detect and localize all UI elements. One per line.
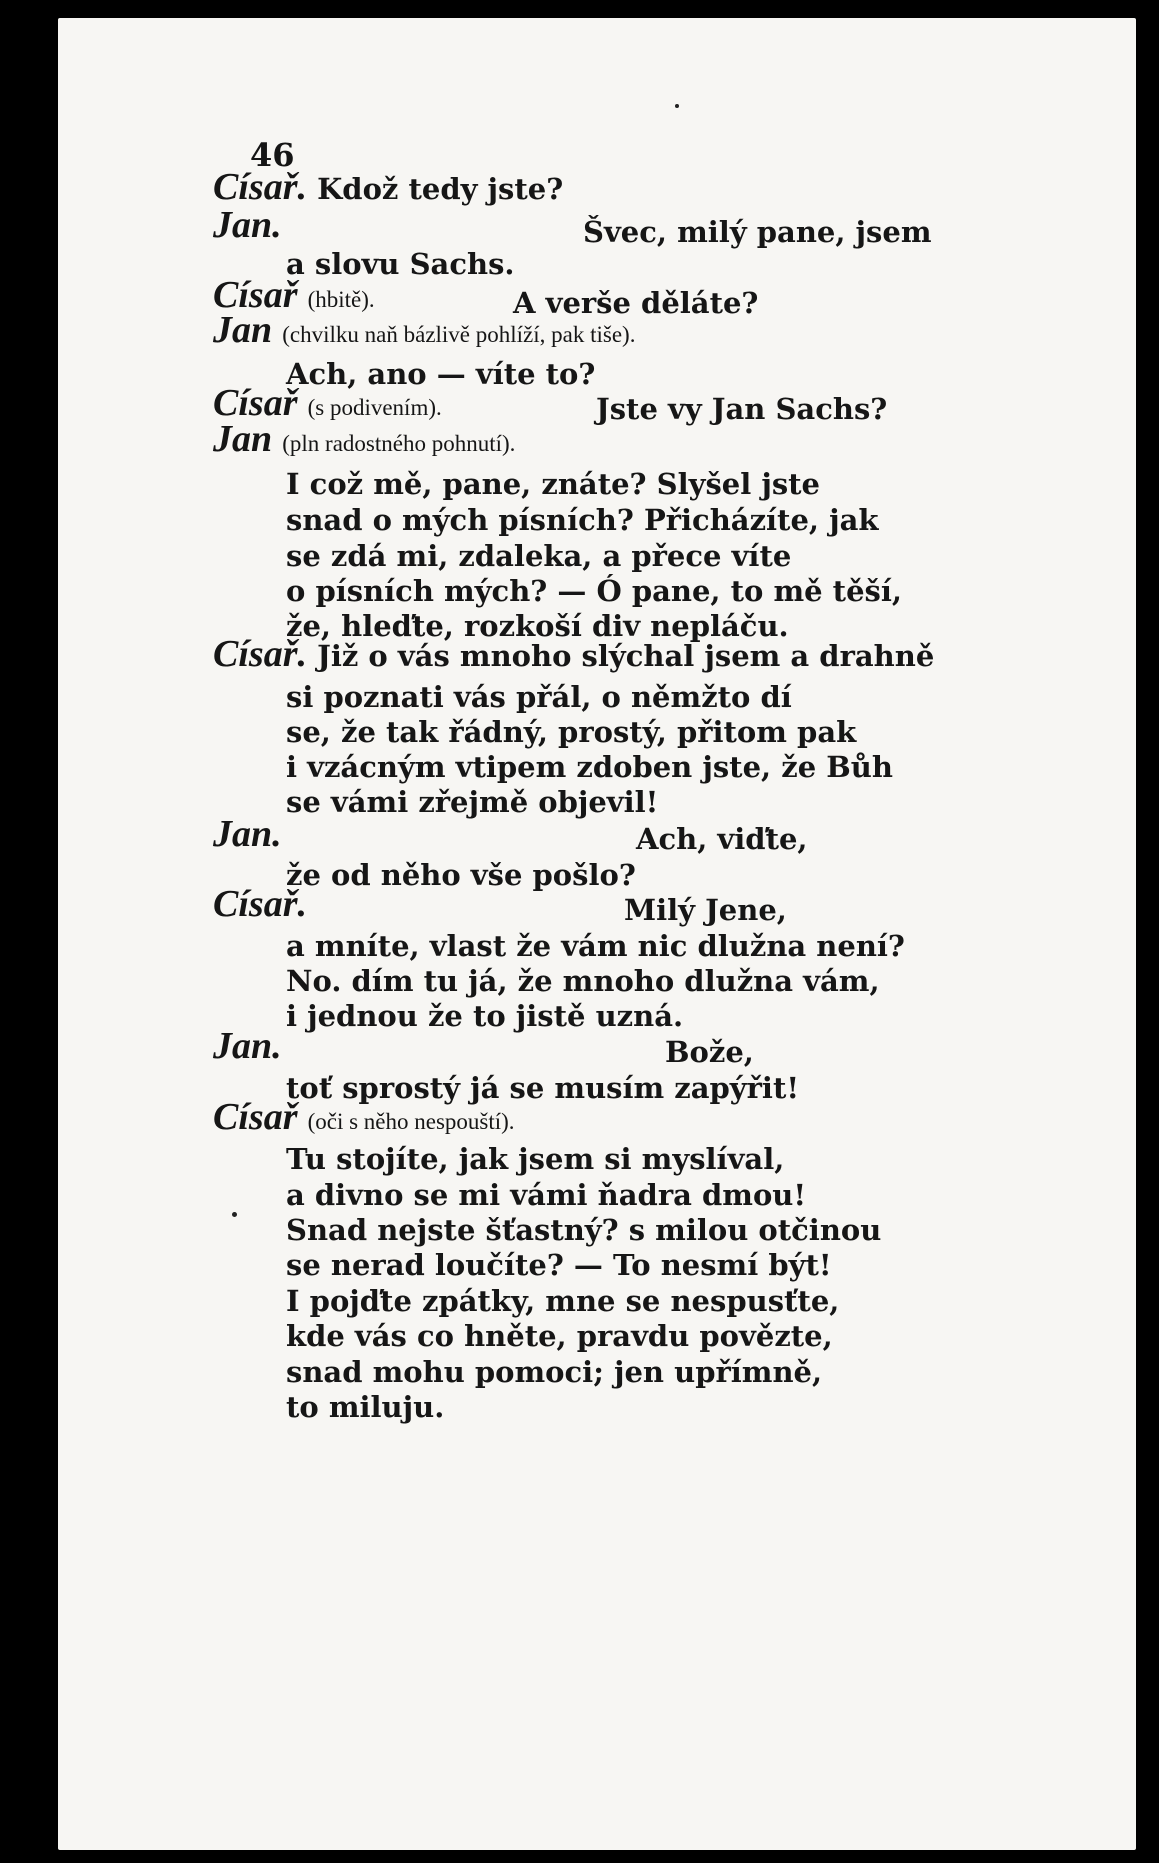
dialogue-line: a divno se mi vámi ňadra dmou!	[286, 1178, 807, 1212]
dialogue-line	[213, 1027, 282, 1065]
dialogue-line: I pojďte zpátky, mne se nespusťte,	[286, 1284, 840, 1318]
dialogue-line: se vámi zřejmě objevil!	[286, 785, 659, 819]
dialogue-line	[213, 885, 307, 923]
dialogue-line: snad mohu pomoci; jen upřímně,	[286, 1355, 823, 1389]
speaker-name: Jan	[213, 309, 273, 351]
stage-direction: (chvilku naň bázlivě pohlíží, pak tiše).	[282, 322, 636, 347]
print-speck	[675, 104, 679, 108]
dialogue-line: to miluju.	[286, 1390, 445, 1424]
dialogue-line	[213, 1098, 515, 1136]
speaker-name: Císař.	[213, 633, 307, 675]
dialogue-line: Snad nejste šťastný? s milou otčinou	[286, 1213, 882, 1247]
dialogue-line	[213, 420, 515, 458]
speaker-name: Císař	[213, 1096, 298, 1138]
speaker-name: Císař.	[213, 166, 307, 208]
dialogue-line: kde vás co hněte, pravdu povězte,	[286, 1319, 833, 1353]
dialogue-line: že od něho vše pošlo?	[286, 858, 636, 892]
dialogue-line: se, že tak řádný, prostý, přitom pak	[286, 715, 857, 749]
line-text-right: Švec, milý pane, jsem	[583, 215, 932, 249]
speaker-name: Císař	[213, 274, 298, 316]
speaker-name: Císař.	[213, 883, 307, 925]
dialogue-line: o písních mých? — Ó pane, to mě těší,	[286, 574, 902, 608]
line-text-right: Ach, viďte,	[636, 822, 808, 856]
dialogue-line: snad o mých písních? Přicházíte, jak	[286, 503, 879, 537]
speaker-name: Jan.	[213, 1025, 282, 1067]
stage-direction: (oči s něho nespouští).	[307, 1109, 515, 1134]
line-text-right: Jste vy Jan Sachs?	[596, 392, 888, 426]
dialogue-line: že, hleďte, rozkoší div nepláču.	[286, 609, 789, 643]
dialogue-line	[213, 311, 635, 349]
stage-direction: (pln radostného pohnutí).	[282, 431, 516, 456]
dialogue-line: se zdá mi, zdaleka, a přece víte	[286, 539, 792, 573]
line-text-right: Milý Jene,	[624, 893, 787, 927]
line-text-right: A verše děláte?	[513, 286, 759, 320]
dialogue-line	[213, 168, 563, 206]
dialogue-line: si poznati vás přál, o němžto dí	[286, 680, 792, 714]
book-page	[58, 18, 1136, 1850]
line-text: Již o vás mnoho slýchal jsem a drahně	[317, 639, 935, 673]
dialogue-line: i vzácným vtipem zdoben jste, že Bůh	[286, 750, 893, 784]
dialogue-line	[213, 815, 282, 853]
speaker-name: Jan.	[213, 204, 282, 246]
page-number: 46	[250, 136, 295, 174]
dialogue-line	[213, 635, 934, 673]
speaker-name: Jan	[213, 418, 273, 460]
print-speck	[232, 1212, 237, 1217]
dialogue-line: I což mě, pane, znáte? Slyšel jste	[286, 467, 820, 501]
dialogue-line: Tu stojíte, jak jsem si myslíval,	[286, 1142, 785, 1176]
dialogue-line: No. dím tu já, že mnoho dlužna vám,	[286, 964, 880, 998]
line-text: Kdož tedy jste?	[317, 172, 564, 206]
stage-direction: (s podivením).	[307, 395, 442, 420]
dialogue-line: se nerad loučíte? — To nesmí být!	[286, 1248, 832, 1282]
line-text-right: Bože,	[665, 1035, 754, 1069]
dialogue-line	[213, 384, 442, 422]
dialogue-line: Ach, ano — víte to?	[286, 357, 596, 391]
stage-direction: (hbitě).	[307, 287, 375, 312]
dialogue-line: toť sprostý já se musím zapýřit!	[286, 1071, 800, 1105]
dialogue-line: i jednou že to jistě uzná.	[286, 999, 684, 1033]
speaker-name: Jan.	[213, 813, 282, 855]
dialogue-line	[213, 206, 282, 244]
dialogue-line: a mníte, vlast že vám nic dlužna není?	[286, 929, 905, 963]
dialogue-line: a slovu Sachs.	[286, 247, 515, 281]
speaker-name: Císař	[213, 382, 298, 424]
